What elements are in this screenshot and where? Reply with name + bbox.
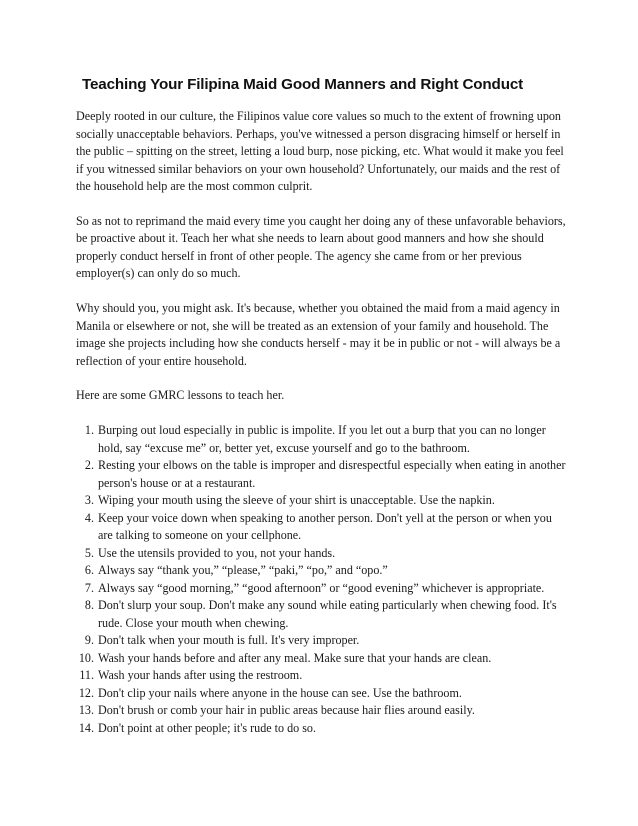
list-item <box>76 457 566 492</box>
list-item <box>76 545 566 563</box>
list-item <box>76 702 566 720</box>
list-item-number: 3. <box>84 493 94 508</box>
list-item-text: Don't brush or comb your hair in public areas because hair flies around easily. <box>98 703 475 718</box>
list-item-number: 6. <box>84 563 94 578</box>
list-item-number: 4. <box>84 510 94 525</box>
list-item <box>76 720 566 738</box>
intro-paragraph: Deeply rooted in our culture, the Filipinos value core values so much to the extent of frowning upon socially unacceptable behaviors. Perhaps, you've witnessed a person disgracing himself or herself in the public – spitting on the street, letting a loud burp, nose picking, etc. What would it make you feel if you witnessed similar behaviors on your own household? Unfortunately, our maids and the rest of the household help are the most common culprit. <box>76 109 564 193</box>
list-item <box>76 492 566 510</box>
list-item-number: 8. <box>84 598 94 613</box>
list-item <box>76 580 566 598</box>
reason-paragraph: Why should you, you might ask. It's because, whether you obtained the maid from a maid agency in Manila or elsewhere or not, she will be treated as an extension of your family and household. The image she projects including how she conducts herself - may it be in public or not - will always be a reflection of your entire household. <box>76 301 561 368</box>
list-item-number: 10. <box>78 650 94 665</box>
document-body <box>76 108 566 737</box>
list-item-text: Resting your elbows on the table is improper and disrespectful especially when eating in another person's house or at a restaurant. <box>98 458 566 490</box>
list-item <box>76 685 566 703</box>
list-item <box>76 562 566 580</box>
list-item-text: Always say “thank you,” “please,” “paki,” “po,” and “opo.” <box>98 563 388 578</box>
list-item-text: Don't slurp your soup. Don't make any sound while eating particularly when chewing food. It's rude. Close your mouth when chewing. <box>98 598 557 630</box>
proactive-paragraph: So as not to reprimand the maid every time you caught her doing any of these unfavorable behaviors, be proactive about it. Teach her what she needs to learn about good manners and how she should properly conduct herself in front of other people. The agency she came from or her previous employer(s) can only do so much. <box>76 213 566 281</box>
list-item-number: 1. <box>84 423 94 438</box>
list-item <box>76 650 566 668</box>
gmrc-lessons-list <box>76 422 566 737</box>
list-item-number: 7. <box>84 580 94 595</box>
list-item <box>76 422 566 457</box>
list-item-text: Burping out loud especially in public is impolite. If you let out a burp that you can no longer hold, say “excuse me” or, better yet, excuse yourself and go to the bathroom. <box>98 423 546 455</box>
document-title: Teaching Your Filipina Maid Good Manners and Right Conduct <box>82 76 524 93</box>
list-item-number: 13. <box>78 703 94 718</box>
list-item-text: Don't talk when your mouth is full. It's very improper. <box>98 633 360 648</box>
list-item-text: Always say “good morning,” “good afternoon” or “good evening” whichever is appropriate. <box>98 580 545 595</box>
list-item <box>76 510 566 545</box>
list-item-number: 11. <box>79 668 94 683</box>
list-item-number: 9. <box>84 633 94 648</box>
list-item-number: 14. <box>78 720 94 735</box>
list-item <box>76 667 566 685</box>
list-item-text: Wiping your mouth using the sleeve of your shirt is unacceptable. Use the napkin. <box>98 493 495 508</box>
list-item-number: 12. <box>78 685 94 700</box>
lessons-intro-paragraph: Here are some GMRC lessons to teach her. <box>76 388 285 403</box>
list-item-text: Wash your hands after using the restroom. <box>98 668 303 683</box>
list-item-text: Don't clip your nails where anyone in the house can see. Use the bathroom. <box>98 685 462 700</box>
list-item-text: Use the utensils provided to you, not your hands. <box>98 545 336 560</box>
list-item-text: Wash your hands before and after any meal. Make sure that your hands are clean. <box>98 650 492 665</box>
list-item <box>76 632 566 650</box>
list-item-number: 2. <box>84 458 94 473</box>
list-item <box>76 597 566 632</box>
list-item-text: Keep your voice down when speaking to another person. Don't yell at the person or when you are talking to someone on your cellphone. <box>98 510 552 543</box>
list-item-text: Don't point at other people; it's rude to do so. <box>98 720 316 735</box>
list-item-number: 5. <box>84 545 94 560</box>
